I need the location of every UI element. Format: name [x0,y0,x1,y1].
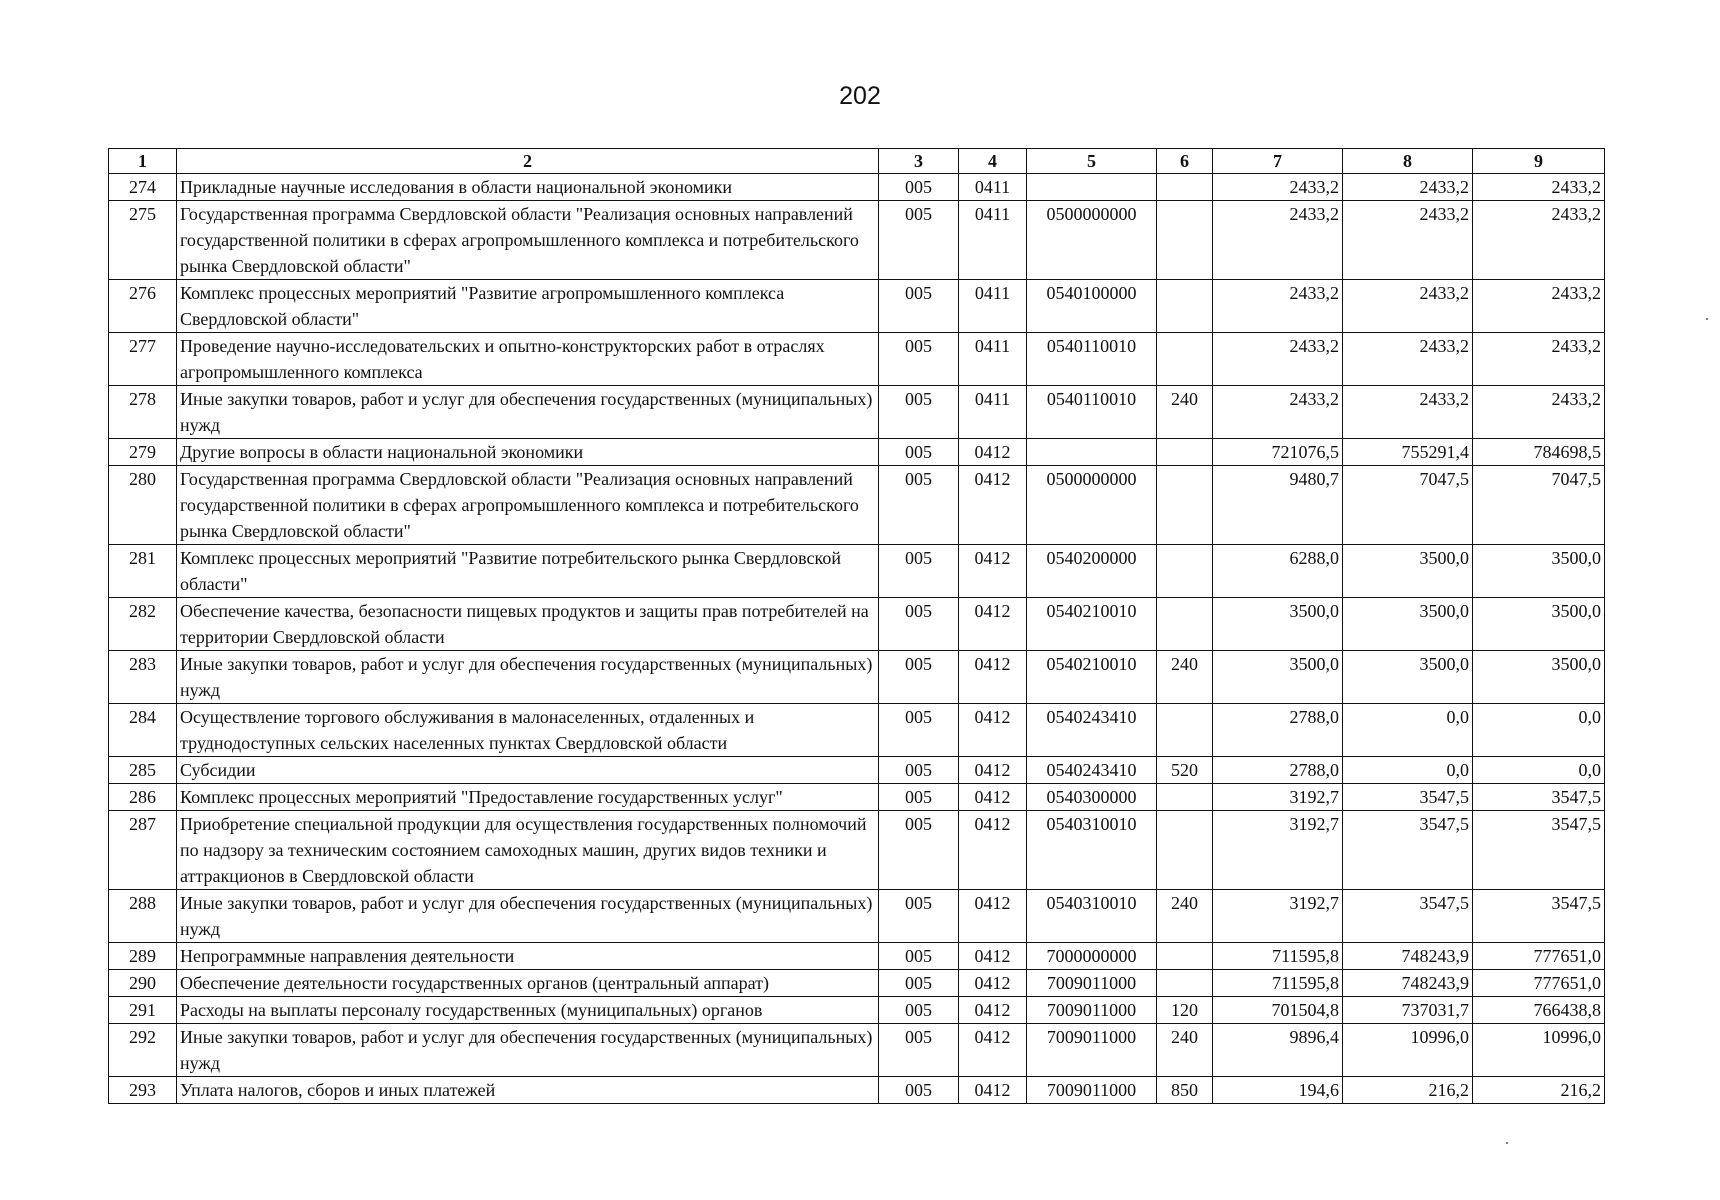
code-col-3: 005 [879,1077,959,1104]
table-row [109,1077,1605,1104]
amount-col-7: 194,6 [1213,1077,1343,1104]
amount-col-8: 3500,0 [1343,598,1473,651]
code-col-3: 005 [879,598,959,651]
amount-col-8: 3547,5 [1343,890,1473,943]
item-name: Обеспечение качества, безопасности пищевых продуктов и защиты прав потребителей на территории Свердловской области [177,598,879,651]
code-col-3: 005 [879,651,959,704]
code-col-6 [1157,811,1213,890]
amount-col-9: 7047,5 [1473,466,1605,545]
amount-col-8: 10996,0 [1343,1024,1473,1077]
code-col-3: 005 [879,545,959,598]
amount-col-8: 2433,2 [1343,201,1473,280]
code-col-6: 850 [1157,1077,1213,1104]
table-row [109,997,1605,1024]
row-number: 276 [109,280,177,333]
code-col-3: 005 [879,439,959,466]
row-number: 278 [109,386,177,439]
code-col-4: 0412 [959,757,1027,784]
table-row [109,333,1605,386]
table-body [109,174,1605,1104]
code-col-5 [1027,439,1157,466]
code-col-6 [1157,704,1213,757]
code-col-4: 0412 [959,598,1027,651]
code-col-4: 0411 [959,386,1027,439]
code-col-6 [1157,970,1213,997]
code-col-3: 005 [879,466,959,545]
row-number: 293 [109,1077,177,1104]
amount-col-9: 3500,0 [1473,651,1605,704]
code-col-5 [1027,174,1157,201]
row-number: 283 [109,651,177,704]
code-col-3: 005 [879,784,959,811]
row-number: 274 [109,174,177,201]
budget-table [108,148,1605,1104]
code-col-4: 0411 [959,280,1027,333]
amount-col-9: 216,2 [1473,1077,1605,1104]
amount-col-9: 766438,8 [1473,997,1605,1024]
page-number: 202 [839,82,881,110]
code-col-5: 0500000000 [1027,201,1157,280]
amount-col-7: 3192,7 [1213,890,1343,943]
code-col-4: 0412 [959,997,1027,1024]
amount-col-9: 784698,5 [1473,439,1605,466]
amount-col-8: 3547,5 [1343,811,1473,890]
amount-col-7: 2788,0 [1213,757,1343,784]
row-number: 280 [109,466,177,545]
header-col-6: 6 [1157,149,1213,174]
item-name: Государственная программа Свердловской области "Реализация основных направлений государственной политики в сферах агропромышленного комплекса и потребительского рынка Свердловской области" [177,201,879,280]
code-col-6: 120 [1157,997,1213,1024]
amount-col-7: 9896,4 [1213,1024,1343,1077]
amount-col-7: 711595,8 [1213,970,1343,997]
header-row [109,149,1605,174]
row-number: 288 [109,890,177,943]
amount-col-8: 755291,4 [1343,439,1473,466]
amount-col-9: 3500,0 [1473,598,1605,651]
table-row [109,439,1605,466]
code-col-5: 7009011000 [1027,997,1157,1024]
code-col-3: 005 [879,943,959,970]
item-name: Осуществление торгового обслуживания в малонаселенных, отдаленных и труднодоступных сельских населенных пунктах Свердловской области [177,704,879,757]
row-number: 286 [109,784,177,811]
code-col-3: 005 [879,386,959,439]
header-col-7: 7 [1213,149,1343,174]
code-col-3: 005 [879,997,959,1024]
table-row [109,545,1605,598]
amount-col-9: 2433,2 [1473,333,1605,386]
amount-col-9: 3500,0 [1473,545,1605,598]
amount-col-7: 2433,2 [1213,280,1343,333]
amount-col-9: 2433,2 [1473,386,1605,439]
row-number: 287 [109,811,177,890]
code-col-4: 0412 [959,439,1027,466]
item-name: Другие вопросы в области национальной экономики [177,439,879,466]
amount-col-8: 748243,9 [1343,943,1473,970]
item-name: Расходы на выплаты персоналу государственных (муниципальных) органов [177,997,879,1024]
row-number: 292 [109,1024,177,1077]
code-col-4: 0412 [959,811,1027,890]
row-number: 284 [109,704,177,757]
item-name: Комплекс процессных мероприятий "Развитие потребительского рынка Свердловской области" [177,545,879,598]
amount-col-9: 0,0 [1473,704,1605,757]
code-col-6: 240 [1157,386,1213,439]
code-col-4: 0411 [959,333,1027,386]
code-col-6 [1157,439,1213,466]
amount-col-8: 3500,0 [1343,651,1473,704]
code-col-4: 0412 [959,1024,1027,1077]
table-row [109,651,1605,704]
code-col-6 [1157,545,1213,598]
table-row [109,943,1605,970]
table-row [109,970,1605,997]
table-row [109,784,1605,811]
header-col-5: 5 [1027,149,1157,174]
code-col-5: 7009011000 [1027,1024,1157,1077]
code-col-3: 005 [879,811,959,890]
row-number: 279 [109,439,177,466]
item-name: Обеспечение деятельности государственных органов (центральный аппарат) [177,970,879,997]
amount-col-7: 701504,8 [1213,997,1343,1024]
amount-col-8: 737031,7 [1343,997,1473,1024]
amount-col-9: 3547,5 [1473,811,1605,890]
table-row [109,174,1605,201]
table-row [109,757,1605,784]
amount-col-9: 10996,0 [1473,1024,1605,1077]
code-col-4: 0412 [959,1077,1027,1104]
code-col-5: 0540110010 [1027,333,1157,386]
code-col-6: 240 [1157,890,1213,943]
code-col-5: 0540243410 [1027,757,1157,784]
code-col-6 [1157,784,1213,811]
amount-col-9: 0,0 [1473,757,1605,784]
code-col-5: 0540100000 [1027,280,1157,333]
code-col-6 [1157,174,1213,201]
code-col-6: 240 [1157,1024,1213,1077]
row-number: 289 [109,943,177,970]
code-col-5: 0500000000 [1027,466,1157,545]
scan-speck [1506,1142,1508,1144]
code-col-6 [1157,466,1213,545]
row-number: 275 [109,201,177,280]
amount-col-7: 2433,2 [1213,386,1343,439]
code-col-4: 0412 [959,970,1027,997]
amount-col-9: 2433,2 [1473,174,1605,201]
header-col-4: 4 [959,149,1027,174]
row-number: 281 [109,545,177,598]
amount-col-8: 2433,2 [1343,174,1473,201]
code-col-3: 005 [879,333,959,386]
code-col-5: 0540200000 [1027,545,1157,598]
amount-col-8: 216,2 [1343,1077,1473,1104]
item-name: Прикладные научные исследования в области национальной экономики [177,174,879,201]
amount-col-9: 777651,0 [1473,970,1605,997]
row-number: 285 [109,757,177,784]
amount-col-7: 2433,2 [1213,201,1343,280]
item-name: Комплекс процессных мероприятий "Развитие агропромышленного комплекса Свердловской области" [177,280,879,333]
code-col-4: 0412 [959,466,1027,545]
code-col-4: 0412 [959,651,1027,704]
code-col-3: 005 [879,174,959,201]
item-name: Иные закупки товаров, работ и услуг для обеспечения государственных (муниципальных) нужд [177,890,879,943]
amount-col-9: 2433,2 [1473,201,1605,280]
item-name: Иные закупки товаров, работ и услуг для обеспечения государственных (муниципальных) нужд [177,386,879,439]
table-row [109,201,1605,280]
amount-col-8: 3500,0 [1343,545,1473,598]
code-col-4: 0411 [959,201,1027,280]
table-row [109,811,1605,890]
code-col-4: 0412 [959,890,1027,943]
code-col-6 [1157,280,1213,333]
amount-col-7: 2433,2 [1213,174,1343,201]
item-name: Уплата налогов, сборов и иных платежей [177,1077,879,1104]
code-col-5: 0540300000 [1027,784,1157,811]
header-col-3: 3 [879,149,959,174]
code-col-5: 0540310010 [1027,890,1157,943]
amount-col-9: 3547,5 [1473,890,1605,943]
code-col-6 [1157,333,1213,386]
code-col-6: 240 [1157,651,1213,704]
item-name: Непрограммные направления деятельности [177,943,879,970]
amount-col-7: 3192,7 [1213,784,1343,811]
amount-col-8: 3547,5 [1343,784,1473,811]
code-col-3: 005 [879,201,959,280]
code-col-4: 0411 [959,174,1027,201]
amount-col-7: 711595,8 [1213,943,1343,970]
scan-speck [1706,318,1708,320]
code-col-5: 0540310010 [1027,811,1157,890]
item-name: Приобретение специальной продукции для осуществления государственных полномочий по надзору за техническим состоянием самоходных машин, других видов техники и аттракционов в Свердловской области [177,811,879,890]
amount-col-8: 2433,2 [1343,333,1473,386]
amount-col-8: 2433,2 [1343,386,1473,439]
amount-col-7: 3500,0 [1213,598,1343,651]
code-col-3: 005 [879,704,959,757]
amount-col-8: 748243,9 [1343,970,1473,997]
item-name: Комплекс процессных мероприятий "Предоставление государственных услуг" [177,784,879,811]
amount-col-7: 3192,7 [1213,811,1343,890]
amount-col-7: 721076,5 [1213,439,1343,466]
code-col-3: 005 [879,1024,959,1077]
code-col-5: 7000000000 [1027,943,1157,970]
item-name: Государственная программа Свердловской области "Реализация основных направлений государственной политики в сферах агропромышленного комплекса и потребительского рынка Свердловской области" [177,466,879,545]
row-number: 282 [109,598,177,651]
code-col-5: 0540110010 [1027,386,1157,439]
code-col-4: 0412 [959,784,1027,811]
code-col-4: 0412 [959,943,1027,970]
amount-col-7: 2433,2 [1213,333,1343,386]
code-col-3: 005 [879,757,959,784]
code-col-4: 0412 [959,545,1027,598]
code-col-3: 005 [879,280,959,333]
table-row [109,1024,1605,1077]
code-col-6: 520 [1157,757,1213,784]
code-col-5: 7009011000 [1027,1077,1157,1104]
code-col-5: 0540243410 [1027,704,1157,757]
code-col-6 [1157,943,1213,970]
table-row [109,386,1605,439]
amount-col-7: 2788,0 [1213,704,1343,757]
amount-col-8: 7047,5 [1343,466,1473,545]
header-col-2: 2 [177,149,879,174]
code-col-6 [1157,201,1213,280]
code-col-5: 7009011000 [1027,970,1157,997]
item-name: Проведение научно-исследовательских и опытно-конструкторских работ в отраслях агропромышленного комплекса [177,333,879,386]
header-col-8: 8 [1343,149,1473,174]
amount-col-8: 0,0 [1343,757,1473,784]
code-col-3: 005 [879,890,959,943]
item-name: Иные закупки товаров, работ и услуг для обеспечения государственных (муниципальных) нужд [177,1024,879,1077]
amount-col-7: 6288,0 [1213,545,1343,598]
table-row [109,598,1605,651]
row-number: 290 [109,970,177,997]
amount-col-8: 2433,2 [1343,280,1473,333]
code-col-6 [1157,598,1213,651]
table-row [109,280,1605,333]
header-col-9: 9 [1473,149,1605,174]
item-name: Иные закупки товаров, работ и услуг для обеспечения государственных (муниципальных) нужд [177,651,879,704]
row-number: 277 [109,333,177,386]
header-col-1: 1 [109,149,177,174]
amount-col-9: 777651,0 [1473,943,1605,970]
amount-col-9: 3547,5 [1473,784,1605,811]
code-col-5: 0540210010 [1027,598,1157,651]
code-col-5: 0540210010 [1027,651,1157,704]
amount-col-7: 9480,7 [1213,466,1343,545]
amount-col-9: 2433,2 [1473,280,1605,333]
item-name: Субсидии [177,757,879,784]
table-row [109,890,1605,943]
amount-col-7: 3500,0 [1213,651,1343,704]
row-number: 291 [109,997,177,1024]
table-row [109,466,1605,545]
code-col-3: 005 [879,970,959,997]
amount-col-8: 0,0 [1343,704,1473,757]
table-row [109,704,1605,757]
code-col-4: 0412 [959,704,1027,757]
